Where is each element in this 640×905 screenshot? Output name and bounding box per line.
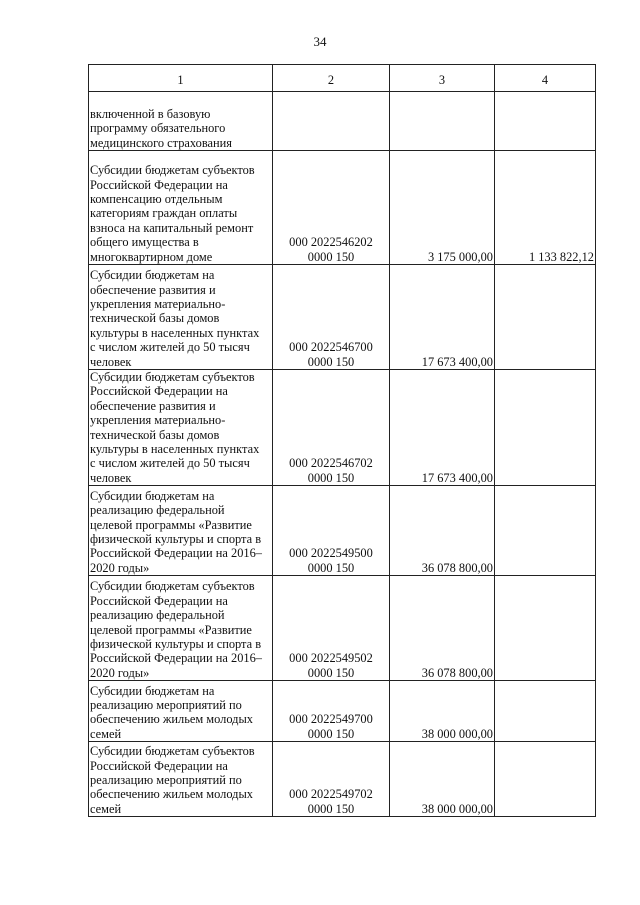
row-code: 000 2022549500 0000 150 [273, 486, 390, 576]
row-name-cell [89, 370, 273, 486]
row-amount-col4 [495, 681, 596, 742]
row-amount-col4 [495, 742, 596, 817]
budget-table [88, 64, 596, 817]
row-name-cell [89, 92, 273, 151]
table-row [89, 370, 596, 486]
row-name: Субсидии бюджетам субъектов Российской Федерации на реализацию федеральной целевой программы «Развитие физической культуры и спорта в Российской Федерации на 2016– 2020 годы» [90, 579, 262, 680]
row-name: Субсидии бюджетам на обеспечение развития и укрепления материально- технической базы домов культуры в населенных пунктах с числом жителей до 50 тысяч человек [90, 268, 260, 369]
row-code: 000 2022549700 0000 150 [273, 681, 390, 742]
row-amount-col4 [495, 370, 596, 486]
row-name: Субсидии бюджетам субъектов Российской Федерации на компенсацию отдельным категориям граждан оплаты взноса на капитальный ремонт общего имущества в многоквартирном доме [90, 163, 255, 264]
table-row [89, 92, 596, 151]
row-amount-col3 [390, 92, 495, 151]
row-name-cell [89, 681, 273, 742]
row-name-cell [89, 486, 273, 576]
header-row [89, 65, 596, 92]
row-name-cell [89, 742, 273, 817]
row-amount-col3: 3 175 000,00 [390, 151, 495, 265]
table-row [89, 681, 596, 742]
row-name: Субсидии бюджетам на реализацию федеральной целевой программы «Развитие физической культуры и спорта в Российской Федерации на 2016– 2020 годы» [90, 488, 262, 575]
row-code: 000 2022546202 0000 150 [273, 151, 390, 265]
row-amount-col3: 38 000 000,00 [390, 742, 495, 817]
page-number: 34 [313, 34, 327, 49]
row-code: 000 2022546700 0000 150 [273, 265, 390, 370]
row-name-cell [89, 576, 273, 681]
row-name: включенной в базовую программу обязательного медицинского страхования [90, 106, 232, 150]
row-name: Субсидии бюджетам на реализацию мероприятий по обеспечению жильем молодых семей [90, 683, 253, 741]
row-amount-col4 [495, 486, 596, 576]
header-col-1: 1 [89, 65, 273, 92]
row-amount-col3: 36 078 800,00 [390, 576, 495, 681]
row-code [273, 92, 390, 151]
header-col-3: 3 [390, 65, 495, 92]
row-amount-col4 [495, 576, 596, 681]
header-col-4: 4 [495, 65, 596, 92]
row-amount-col3: 17 673 400,00 [390, 370, 495, 486]
table-row [89, 151, 596, 265]
row-code: 000 2022546702 0000 150 [273, 370, 390, 486]
row-amount-col3: 17 673 400,00 [390, 265, 495, 370]
row-name-cell [89, 265, 273, 370]
header-col-2: 2 [273, 65, 390, 92]
row-amount-col3: 36 078 800,00 [390, 486, 495, 576]
row-amount-col4 [495, 92, 596, 151]
row-amount-col4: 1 133 822,12 [495, 151, 596, 265]
row-amount-col3: 38 000 000,00 [390, 681, 495, 742]
table-row [89, 265, 596, 370]
table-row [89, 742, 596, 817]
table-row [89, 486, 596, 576]
row-code: 000 2022549702 0000 150 [273, 742, 390, 817]
row-amount-col4 [495, 265, 596, 370]
row-name: Субсидии бюджетам субъектов Российской Федерации на обеспечение развития и укрепления материально- технической базы домов культуры в населенных пунктах с числом жителей до 50 тысяч человек [90, 370, 260, 485]
row-name: Субсидии бюджетам субъектов Российской Федерации на реализацию мероприятий по обеспечению жильем молодых семей [90, 744, 255, 816]
table-body [89, 92, 596, 817]
table-header [89, 65, 596, 92]
row-name-cell [89, 151, 273, 265]
table-row [89, 576, 596, 681]
row-code: 000 2022549502 0000 150 [273, 576, 390, 681]
